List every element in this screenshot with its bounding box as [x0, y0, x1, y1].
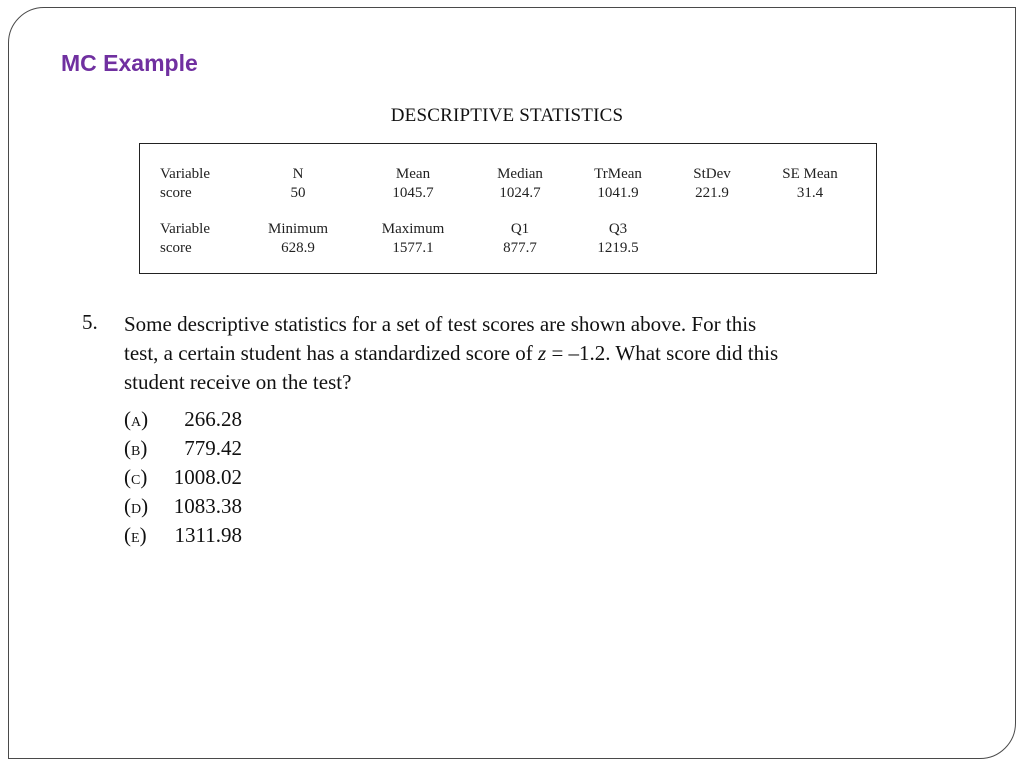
question-line-2-before: test, a certain student has a standardized score of [124, 341, 539, 365]
question-line-1: Some descriptive statistics for a set of test scores are shown above. For this [124, 312, 757, 336]
stats-value: 1219.5 [597, 240, 639, 256]
stats-heading: DESCRIPTIVE STATISTICS [390, 105, 624, 126]
answer-choices [124, 405, 242, 550]
question-line-2 [124, 339, 944, 368]
stats-header: StDev [693, 166, 731, 182]
stats-col-q3 [597, 220, 638, 258]
choice-letter: (C) [124, 465, 148, 489]
stats-col-mean [392, 165, 433, 203]
stats-col-stdev [693, 165, 731, 203]
question-text [124, 310, 944, 397]
stats-value: 1577.1 [392, 240, 434, 256]
choice-value: 1083.38 [173, 494, 242, 518]
stats-header: Maximum [381, 221, 445, 237]
choice-c[interactable] [124, 463, 242, 492]
question-line-2-after: = –1.2. What score did this [546, 341, 779, 365]
stats-value: score [160, 185, 192, 201]
choice-e[interactable] [124, 521, 242, 550]
stats-header: Variable [160, 221, 210, 237]
stats-value: score [160, 240, 192, 256]
stats-col-n [291, 165, 306, 203]
stats-col-trmean [594, 165, 642, 203]
stats-col-maximum [382, 220, 445, 258]
stats-header: Mean [395, 166, 431, 182]
stats-col-variable [160, 165, 210, 203]
stats-value: 1041.9 [597, 185, 639, 201]
stats-header: Variable [160, 166, 210, 182]
slide-title: MC Example [61, 50, 198, 76]
choice-d[interactable] [124, 492, 242, 521]
choice-letter: (A) [124, 407, 149, 431]
choice-letter: (B) [124, 436, 148, 460]
choice-b[interactable] [124, 434, 242, 463]
choice-letter: (E) [124, 523, 147, 547]
stats-col-se-mean [782, 165, 837, 203]
stats-col-variable [160, 220, 210, 258]
choice-value: 779.42 [184, 436, 242, 460]
choice-value: 1311.98 [174, 523, 242, 547]
stats-value: 31.4 [796, 185, 824, 201]
stats-col-q1 [503, 220, 537, 258]
choice-value: 266.28 [184, 407, 242, 431]
stats-col-minimum [268, 220, 328, 258]
stats-value: 628.9 [281, 240, 315, 256]
stats-col-median [497, 165, 543, 203]
stats-value: 877.7 [503, 240, 537, 256]
stats-header: Median [497, 166, 543, 182]
choice-a[interactable] [124, 405, 242, 434]
stats-header: TrMean [594, 166, 642, 182]
question-line-3: student receive on the test? [124, 370, 352, 394]
stats-value: 1045.7 [392, 185, 434, 201]
stats-header: Q3 [608, 221, 628, 237]
z-variable: z [538, 341, 547, 365]
question-number: 5. [82, 310, 98, 334]
stats-value: 221.9 [695, 185, 729, 201]
stats-header: N [292, 166, 304, 182]
stats-value: 50 [290, 185, 306, 201]
stats-value: 1024.7 [499, 185, 541, 201]
choice-value: 1008.02 [173, 465, 242, 489]
stats-header: Q1 [510, 221, 530, 237]
stats-header: Minimum [267, 221, 329, 237]
descriptive-statistics-table [139, 143, 877, 274]
stats-header: SE Mean [782, 166, 838, 182]
choice-letter: (D) [124, 494, 149, 518]
